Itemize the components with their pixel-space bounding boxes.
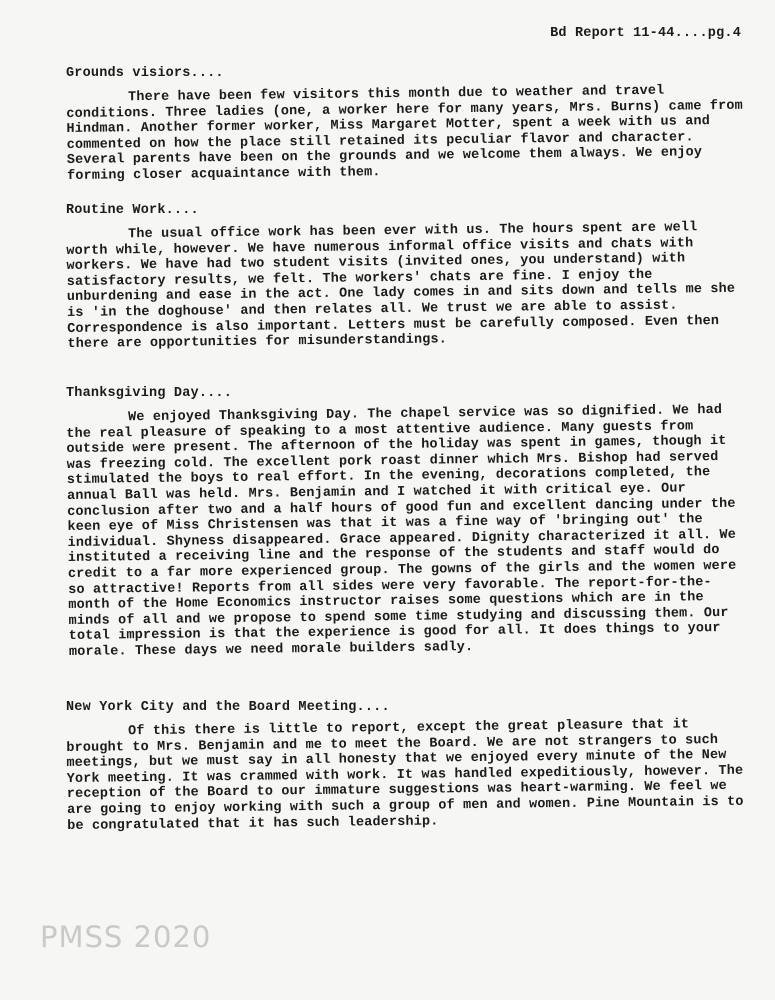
page-header: Bd Report 11-44....pg.4 [550,26,741,41]
section-heading: Grounds visiors.... [66,66,224,81]
section-body: We enjoyed Thanksgiving Day. The chapel service was so dignified. We had the real pleasure of speaking to a most attentive audience. Many guests from outside were present. The afternoon of the holiday was spent in games, though it was freezing cold. The excellent pork roast dinner which Mrs. Bishop had served stimulated the boys to real effort. In the evening, decorations completed, the annual Ball was held. Mrs. Benjamin and I watched it with critical eye. Our conclusion after two and a half hours of good fun and excellent dancing under the keen eye of Miss Christensen was that it was a fine way of 'bringing out' the individual. Shyness disappeared. Grace appeared. Dignity characterized it all. We instituted a receiving line and the response of the students and staff would do credit to a far more experienced group. The gowns of the girls and the women were so attractive! Reports from all sides were very favorable. The report-for-the-month of the Home Economics instructor raises some questions which are in the minds of all and we propose to spend some time studying and discussing them. Our total impression is that the experience is good for all. It does things to your morale. These days we need morale builders sadly. [66,402,737,660]
section-routine-work [66,203,745,353]
section-heading: Routine Work.... [66,203,199,218]
archive-watermark: PMSS 2020 [40,920,212,954]
section-body: Of this there is little to report, except the great pleasure that it brought to Mrs. Benjamin and me to meet the Board. We are not strangers to such meetings, but we must say in all honesty that we enjoyed every minute of the New York meeting. It was crammed with work. It was handled expeditiously, however. The reception of the Board to our immature suggestions was heart-warming. We feel we are going to enjoy working with such a group of men and women. Pine Mountain is to be congratulated that it has such leadership. [66,717,744,834]
section-thanksgiving-day [66,386,745,661]
section-body: There have been few visitors this month due to weather and travel conditions. Three ladies (one, a worker here for many years, Mrs. Burns) came from Hindman. Another former worker, Miss Margaret Motter, spent a week with us and commented on how the place still retained its peculiar flavor and character. Several parents have been on the grounds and we welcome them always. We enjoy forming closer acquaintance with them. [66,83,743,184]
section-heading: Thanksgiving Day.... [66,386,233,401]
section-board-meeting [66,700,745,834]
section-body: The usual office work has been ever with us. The hours spent are well worth while, however. We have numerous informal office visits and chats with workers. We have had two student visits (invited ones, you understand) with satisfactory results, we felt. The workers' chats are fine. I enjoy the unburdening and ease in the act. One lady comes in and sits down and tells me she is 'in the doghouse' and then relates all. We trust we are able to assist. Correspondence is also important. Letters must be carefully composed. Even then there are opportunities for misunderstandings. [66,220,736,353]
section-grounds-visitors [66,66,745,185]
section-heading: New York City and the Board Meeting.... [66,700,390,715]
